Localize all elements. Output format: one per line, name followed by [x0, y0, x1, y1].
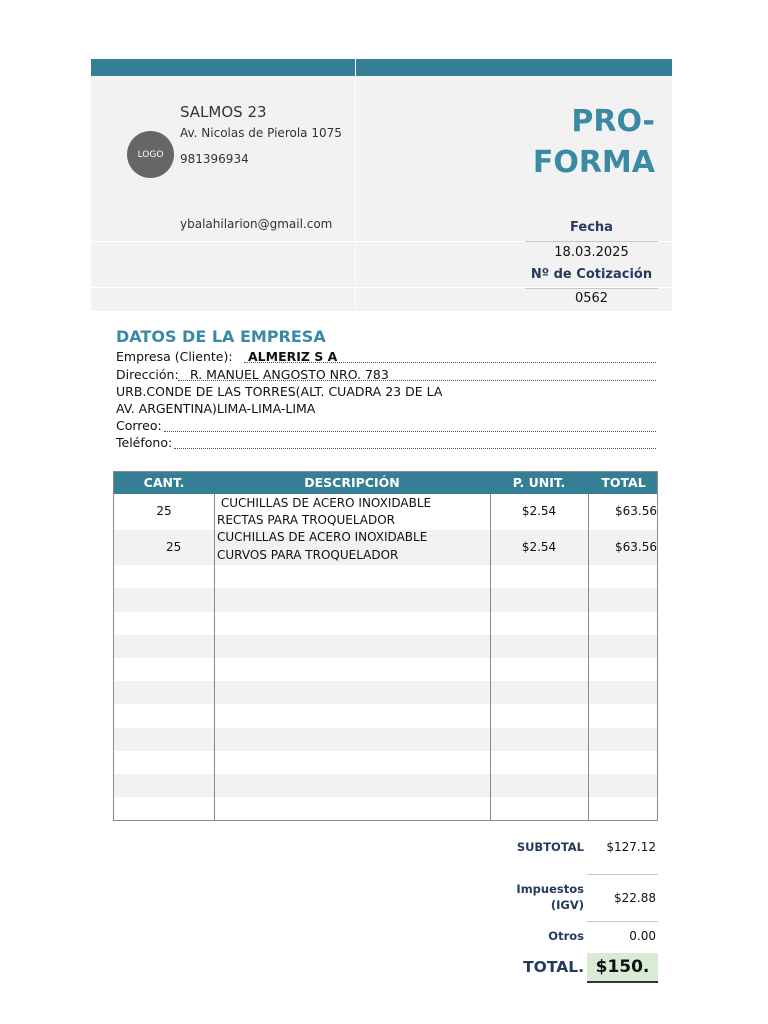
- total-value: $150.: [595, 957, 650, 977]
- client-section-title: DATOS DE LA EMPRESA: [116, 327, 326, 346]
- company-name: SALMOS 23: [180, 103, 267, 121]
- client-phone-underline: [174, 448, 656, 449]
- row2-desc-line2: CURVOS PARA TROQUELADOR: [217, 548, 399, 562]
- quote-value: 0562: [574, 291, 609, 306]
- header-total: TOTAL: [601, 475, 646, 490]
- row-stripe: [114, 681, 658, 704]
- row2-desc-line1: CUCHILLAS DE ACERO INOXIDABLE: [217, 530, 428, 544]
- row-stripe: [114, 588, 658, 612]
- row1-desc-line2: RECTAS PARA TROQUELADOR: [217, 513, 396, 527]
- quote-value-cell: [525, 288, 658, 290]
- row1-unit-price: $2.54: [521, 504, 557, 518]
- doc-title-line1: PRO-: [571, 104, 655, 139]
- row2-unit-price: $2.54: [521, 540, 557, 554]
- client-email-row: [116, 418, 656, 432]
- others-label: Otros: [548, 929, 584, 943]
- row1-total: $63.56: [615, 504, 657, 518]
- items-table: [113, 471, 658, 821]
- row2-qty: 25: [166, 540, 182, 554]
- client-company-value: ALMERIZ S A: [248, 349, 338, 364]
- client-address-row: [116, 367, 656, 381]
- column-divider: [214, 494, 215, 820]
- client-email-label: Correo:: [116, 418, 162, 433]
- tax-label-line1: Impuestos: [516, 882, 584, 896]
- client-address-value: R. MANUEL ANGOSTO NRO. 783: [190, 367, 389, 382]
- tax-separator: [587, 921, 658, 922]
- header-unit-price: P. UNIT.: [512, 475, 566, 490]
- client-address-label: Dirección:: [116, 367, 179, 382]
- client-phone-row: [116, 435, 656, 449]
- tax-value: $22.88: [614, 891, 656, 905]
- client-address-line3: AV. ARGENTINA)LIMA-LIMA-LIMA: [116, 401, 316, 416]
- row1-desc-line1: CUCHILLAS DE ACERO INOXIDABLE: [217, 496, 432, 510]
- company-address: Av. Nicolas de Pierola 1075: [180, 126, 342, 140]
- date-value: 18.03.2025: [554, 245, 629, 260]
- row1-qty: 25: [156, 504, 172, 518]
- total-label: TOTAL.: [523, 958, 584, 976]
- quote-label: Nº de Cotización: [530, 267, 653, 282]
- client-phone-label: Teléfono:: [116, 435, 173, 450]
- subtotal-separator: [587, 874, 658, 875]
- others-value: 0.00: [629, 929, 656, 943]
- row2-total: $63.56: [615, 540, 657, 554]
- header-divider-vertical: [355, 76, 356, 311]
- row-stripe: [114, 774, 658, 797]
- subtotal-value: $127.12: [606, 840, 656, 854]
- header-top-bar-divider: [355, 59, 356, 76]
- company-logo: [127, 131, 174, 178]
- header-description: DESCRIPCIÓN: [304, 475, 400, 490]
- header-qty: CANT.: [143, 475, 185, 490]
- client-company-row: [116, 349, 656, 363]
- doc-title-line2: FORMA: [532, 145, 655, 180]
- client-company-label: Empresa (Cliente):: [116, 349, 233, 364]
- subtotal-label: SUBTOTAL: [516, 840, 584, 854]
- logo-text: LOGO: [137, 149, 164, 160]
- client-email-underline: [164, 431, 656, 432]
- company-phone: 981396934: [180, 152, 249, 166]
- row-stripe: [114, 728, 658, 751]
- tax-label-line2: (IGV): [550, 898, 584, 912]
- date-label: Fecha: [570, 220, 613, 235]
- row-stripe: [114, 635, 658, 658]
- company-email: ybalahilarion@gmail.com: [180, 217, 333, 231]
- client-address-line2: URB.CONDE DE LAS TORRES(ALT. CUADRA 23 DE LA: [116, 384, 443, 399]
- header-top-bar: [91, 59, 672, 76]
